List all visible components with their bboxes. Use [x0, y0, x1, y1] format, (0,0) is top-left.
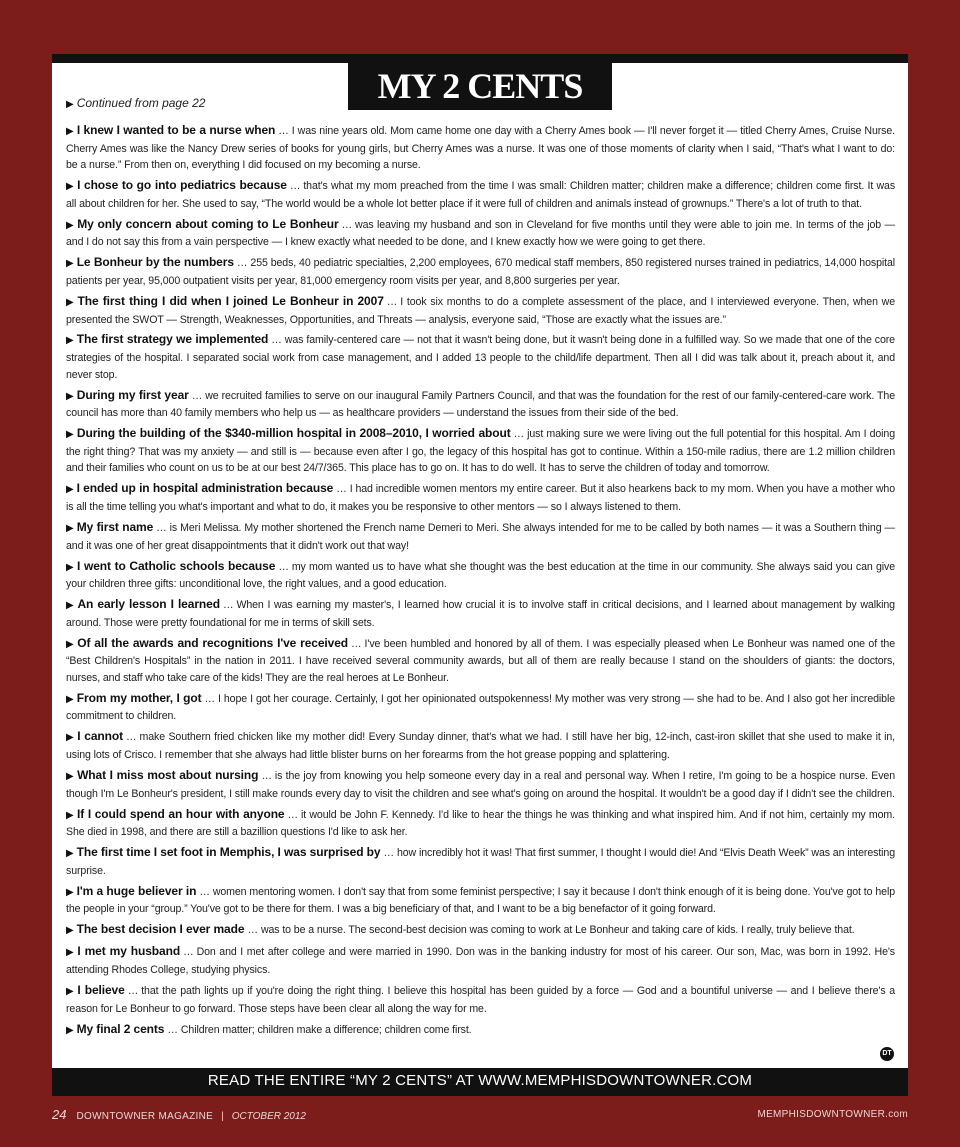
lead-phrase: Of all the awards and recognitions I've received: [77, 635, 349, 650]
triangle-right-icon: ▶: [66, 638, 75, 650]
triangle-right-icon: ▶: [66, 809, 75, 821]
lead-phrase: I met my husband: [77, 944, 181, 959]
triangle-right-icon: ▶: [66, 219, 75, 231]
qa-paragraph: [66, 635, 895, 687]
answer-text: was family-centered care — not that it wasn't being done, but it wasn't being done in a fulfilled way. So we made that one of the core strategies of the hospital. I separated social work from case management, and I added 13 people to the child/life department. Then all I did was talk about it, preach about it, and never stop.: [66, 334, 895, 381]
answer-text: is the joy from knowing you help someone every day in a real and personal way. When I retire, I'm going to be a hospice nurse. Even though I'm Le Bonheur's president, I still make rounds every day to visit the children and see what's going on around the hospital. It wouldn't be a good day if I didn't see the children.: [66, 770, 896, 800]
footer-separator: |: [221, 1111, 224, 1122]
qa-paragraph: [66, 1021, 895, 1040]
answer-text: When I was earning my master's, I learned how crucial it is to involve staff in critical decisions, and I learned about management by walking around. Those were pretty foundational for me in terms of skill sets.: [66, 599, 895, 629]
qa-paragraph: [66, 767, 895, 802]
triangle-right-icon: ▶: [66, 985, 75, 997]
lead-phrase: I ended up in hospital administration because: [76, 481, 334, 496]
triangle-right-icon: ▶: [66, 732, 75, 744]
triangle-right-icon: ▶: [66, 484, 74, 496]
ellipsis: …: [261, 770, 272, 783]
continued-note: [66, 96, 205, 110]
ellipsis: …: [183, 946, 194, 959]
qa-paragraph: [66, 519, 895, 554]
section-title: MY 2 CENTS: [348, 63, 612, 110]
lead-phrase: The best decision I ever made: [76, 922, 245, 937]
lead-phrase: I went to Catholic schools because: [77, 558, 276, 573]
answer-text: my mom wanted us to have what she thought was the best education at the time in our community. She always said you can give your children three gifts: unconditional love, the right values, and a good education.: [66, 560, 895, 591]
ellipsis: …: [204, 692, 215, 705]
triangle-right-icon: ▶: [66, 99, 74, 110]
qa-paragraph: [66, 690, 895, 725]
lead-phrase: My first name: [76, 519, 154, 534]
lead-phrase: I cannot: [77, 729, 124, 744]
issue-date: OCTOBER 2012: [231, 1111, 306, 1122]
ellipsis: …: [271, 334, 282, 347]
ellipsis: …: [289, 180, 301, 193]
ellipsis: …: [351, 637, 362, 650]
triangle-right-icon: ▶: [66, 258, 74, 270]
qa-paragraph: [66, 331, 895, 383]
answer-text: is Meri Melissa. My mother shortened the French name Demeri to Meri. She always intended for me to be called by both names — it was a Southern thing — and it was one of her great disappointments that it didn't work out that way!: [66, 521, 895, 552]
triangle-right-icon: ▶: [66, 886, 74, 898]
ellipsis: …: [336, 483, 347, 496]
lead-phrase: An early lesson I learned: [77, 597, 220, 612]
ellipsis: …: [222, 599, 234, 612]
end-of-story-icon: DT: [880, 1047, 894, 1061]
triangle-right-icon: ▶: [66, 390, 74, 402]
ellipsis: …: [278, 560, 289, 573]
ellipsis: …: [341, 218, 353, 231]
ellipsis: …: [383, 847, 394, 860]
qa-paragraph: [66, 596, 895, 631]
ellipsis: …: [513, 428, 525, 441]
triangle-right-icon: ▶: [66, 522, 74, 534]
lead-phrase: I chose to go into pediatrics because: [77, 178, 287, 193]
ellipsis: …: [167, 1023, 178, 1036]
lead-phrase: Le Bonheur by the numbers: [76, 255, 234, 270]
answer-text: Children matter; children make a difference; children come first.: [180, 1023, 472, 1036]
answer-text: make Southern fried chicken like my mother did! Every Sunday dinner, that's what we had. I still have her big, 12-inch, cast-iron skillet that she used to make it in, using lots of Crisco. I remember that she always had little blister burns on her forearms from the hot grease popping and splattering.: [66, 731, 896, 762]
ellipsis: …: [278, 125, 289, 137]
answer-text: we recruited families to serve on our inaugural Family Partners Council, and that was the foundation for the rest of our family-centered-care work. The council has more than 40 family members who help us — as healthcare providers — understand the issues from their side of the bed.: [66, 389, 895, 420]
triangle-right-icon: ▶: [66, 693, 74, 705]
answer-text: I had incredible women mentors my entire career. But it also hearkens back to my mom. When you have a mother who is all the time telling you what's important and what to do, it makes you be responsive to other mentors — so I always listened to them.: [66, 483, 895, 513]
answer-text: was leaving my husband and son in Cleveland for five months until they were able to join me. In terms of the job — and I do not say this from a vain perspective — I knew exactly what needed to be done, and I knew exactly how we were going to get there.: [66, 218, 895, 249]
lead-phrase: My only concern about coming to Le Bonheur: [77, 216, 339, 231]
top-rule: [52, 54, 908, 63]
continued-text: Continued from page 22: [76, 96, 206, 110]
answer-text: I was nine years old. Mom came home one day with a Cherry Ames book — I'll never forget it — titled Cherry Ames, Cruise Nurse. Cherry Ames was like the Nancy Drew series of books for young girls, but Cherry Ames was a nurse. It was one of those moments of clarity when I said, “That's what I want to do: be a nurse.” From then on, everything I did focused on my becoming a nurse.: [66, 125, 895, 172]
triangle-right-icon: ▶: [66, 848, 74, 860]
lead-phrase: From my mother, I got: [76, 690, 202, 705]
answer-text: it would be John F. Kennedy. I'd like to hear the things he was thinking and what inspired him. And if not him, certainly my mom. She died in 1998, and there are still a bazillion questions I'd like to ask her.: [66, 808, 895, 839]
answer-text: I took six months to do a complete assessment of the place, and I interviewed everyone. Then, when we presented the SWOT — Strength, Weaknesses, Opportunities, and Threats — analysis, everyone said, “Those are exactly what the issues are.”: [66, 295, 895, 326]
qa-paragraph: [66, 883, 895, 918]
lead-phrase: During my first year: [76, 387, 189, 402]
triangle-right-icon: ▶: [66, 1024, 74, 1036]
ellipsis: …: [127, 984, 139, 997]
ellipsis: …: [287, 808, 298, 821]
page-footer: [52, 1105, 908, 1125]
answer-text: how incredibly hot it was! That first summer, I thought I would die! And “Elvis Death Week” was an interesting surprise.: [66, 847, 896, 877]
qa-paragraph: [66, 982, 895, 1017]
ellipsis: …: [236, 257, 248, 270]
qa-paragraph: [66, 177, 895, 212]
page-number: 24: [52, 1107, 67, 1122]
qa-paragraph: [66, 387, 895, 422]
answer-text: just making sure we were living out the full potential for this hospital. Am I doing the right thing? That was my anxiety — and still is — because even after I go, the legacy of this hospital has got to continue. Within a 150-mile radius, there are 1.2 million children and their families who count on us to be at our best 24/7/365. This place has to go on. It has to do well. It has to serve the children of today and tomorrow.: [66, 428, 895, 475]
ellipsis: …: [191, 389, 203, 402]
qa-paragraph: [66, 480, 895, 515]
qa-paragraph: [66, 122, 895, 174]
triangle-right-icon: ▶: [66, 561, 75, 573]
triangle-right-icon: ▶: [66, 181, 75, 193]
qa-paragraph: [66, 293, 895, 328]
ellipsis: …: [199, 885, 210, 898]
answer-text: that's what my mom preached from the time I was small: Children matter; children make a difference; children come first. It was all about children for her. She used to say, “The world would be a whole lot better place if it were full of children and animals instead of grownups.” There's a lot of truth to that.: [66, 180, 896, 210]
lead-phrase: I believe: [77, 982, 125, 997]
ellipsis: …: [126, 731, 137, 744]
ellipsis: …: [386, 295, 398, 308]
triangle-right-icon: ▶: [66, 429, 74, 441]
qa-paragraph: [66, 921, 895, 940]
qa-paragraph: [66, 844, 895, 879]
lead-phrase: My final 2 cents: [76, 1021, 165, 1036]
ellipsis: …: [156, 521, 167, 534]
lead-phrase: What I miss most about nursing: [77, 768, 259, 783]
triangle-right-icon: ▶: [66, 296, 75, 308]
qa-paragraph: [66, 425, 895, 477]
answer-text: Don and I met after college and were married in 1990. Don was in the banking industry for most of his career. Our son, Mac, was born in 1992. He's attending Rhodes College, studying physics.: [66, 946, 895, 976]
answer-text: women mentoring women. I don't say that from some feminist perspective; I say it because I don't think enough of it is being done. You've got to help the people in your “group.” You've got to be there for them. I was a big beneficiary of that, and I want to be a big benefactor of it going forward.: [66, 885, 895, 916]
qa-paragraph: [66, 254, 895, 289]
qa-paragraph: [66, 728, 895, 763]
answer-text: I've been humbled and honored by all of them. I was especially pleased when Le Bonheur was named one of the “Best Children's Hospitals” in the nation in 2011. I have received several community awards, but all of them are really because I stand on the shoulders of giants: the doctors, nurses, and staff who take care of the kids! They are the real heroes at Le Bonheur.: [66, 637, 895, 684]
lead-phrase: I'm a huge believer in: [76, 883, 197, 898]
triangle-right-icon: ▶: [66, 335, 74, 347]
magazine-name: DOWNTOWNER MAGAZINE: [76, 1111, 214, 1122]
lead-phrase: I knew I wanted to be a nurse when: [76, 123, 276, 137]
qa-paragraph: [66, 216, 895, 251]
answer-text: that the path lights up if you're doing the right thing. I believe this hospital has been guided by a force — God and a bountiful universe — and I believe there's a reason for Le Bonheur to go forward. Those steps have been clear all along the way for me.: [66, 984, 895, 1015]
read-more-banner[interactable]: READ THE ENTIRE “MY 2 CENTS” AT WWW.MEMPHISDOWNTOWNER.COM: [52, 1068, 908, 1094]
qa-paragraph: [66, 806, 895, 841]
triangle-right-icon: ▶: [66, 771, 75, 783]
triangle-right-icon: ▶: [66, 600, 75, 612]
website-link[interactable]: MEMPHISDOWNTOWNER.com: [757, 1109, 908, 1120]
qa-paragraph: [66, 943, 895, 978]
lead-phrase: The first time I set foot in Memphis, I was surprised by: [76, 845, 381, 860]
lead-phrase: The first thing I did when I joined Le Bonheur in 2007: [77, 293, 384, 308]
lead-phrase: If I could spend an hour with anyone: [77, 806, 285, 821]
answer-text: I hope I got her courage. Certainly, I got her opinionated outspokenness! My mother was very strong — she had to be. And I also got her incredible commitment to children.: [66, 692, 896, 723]
triangle-right-icon: ▶: [66, 947, 75, 959]
triangle-right-icon: ▶: [66, 126, 74, 137]
banner-underline: [52, 1094, 908, 1096]
qa-paragraph: [66, 558, 895, 593]
article-body: [66, 122, 895, 1042]
ellipsis: …: [247, 924, 258, 937]
lead-phrase: During the building of the $340-million hospital in 2008–2010, I worried about: [76, 426, 511, 441]
triangle-right-icon: ▶: [66, 925, 74, 937]
answer-text: 255 beds, 40 pediatric specialties, 2,200 employees, 670 medical staff members, 850 registered nurses trained in pediatrics, 14,000 hospital patients per year, 95,000 outpatient visits per year, 81,000 emergency room visits per year, and 8,800 surgeries per year.: [66, 257, 896, 287]
answer-text: was to be a nurse. The second-best decision was coming to work at Le Bonheur and taking care of kids. I really, truly believe that.: [260, 924, 855, 937]
lead-phrase: The first strategy we implemented: [76, 332, 269, 347]
